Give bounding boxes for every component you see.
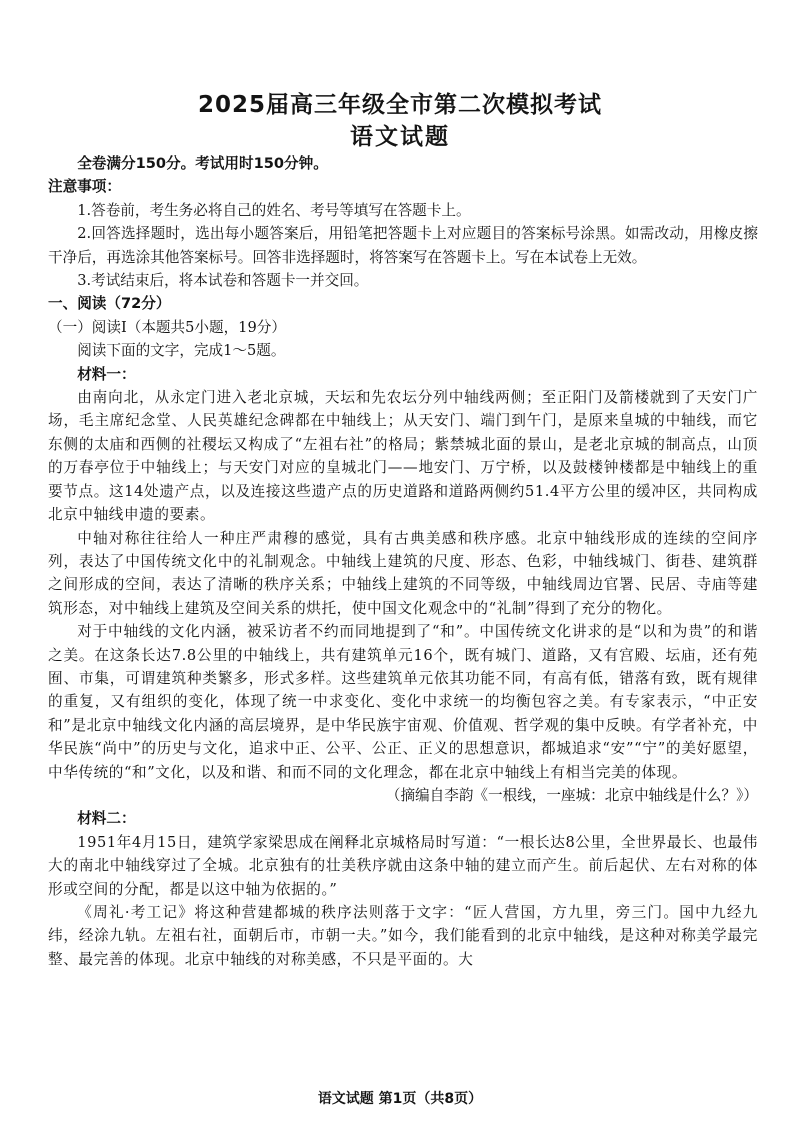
exam-content [48, 152, 758, 971]
notice-item: 2.回答选择题时，选出每小题答案后，用铅笔把答题卡上对应题目的答案标号涂黑。如需改动，用橡皮擦干净后，再选涂其他答案标号。回答非选择题时，将答案写在答题卡上。写在本试卷上无效。 [48, 225, 758, 266]
exam-info: 全卷满分150分。考试用时150分钟。 [77, 155, 328, 172]
material1-source: （摘编自李韵《一根线，一座城：北京中轴线是什么？》） [385, 786, 758, 804]
exam-title: 2025届高三年级全市第二次模拟考试 [197, 92, 602, 118]
notice-item: 1.答卷前，考生务必将自己的姓名、考号等填写在答题卡上。 [77, 201, 471, 219]
material2-paragraph: 1951年4月15日，建筑学家梁思成在阐释北京城格局时写道：“一根长达8公里，全世界最长、也最伟大的南北中轴线穿过了全城。北京独有的壮美秩序就由这条中轴的建立而产生。前后起伏、左右对称的体形或空间的分配，都是以这中轴为依据的。” [48, 833, 758, 898]
material1-paragraph: 由南向北，从永定门进入老北京城，天坛和先农坛分列中轴线两侧；至正阳门及箭楼就到了天安门广场，毛主席纪念堂、人民英雄纪念碑都在中轴线上；从天安门、端门到午门，是原来皇城的中轴线，而它东侧的太庙和西侧的社稷坛又构成了“左祖右社”的格局；紫禁城北面的景山，是老北京城的制高点，山顶的万春亭位于中轴线上；与天安门对应的皇城北门——地安门、万宁桥，以及鼓楼钟楼都是中轴线上的重要节点。这14处遗产点，以及连接这些遗产点的历史道路和道路两侧约51.4平方公里的缓冲区，共同构成北京中轴线申遗的要素。 [48, 389, 758, 524]
material1-paragraph: 中轴对称往往给人一种庄严肃穆的感觉，具有古典美感和秩序感。北京中轴线形成的连续的空间序列，表达了中国传统文化中的礼制观念。中轴线上建筑的尺度、形态、色彩，中轴线城门、街巷、建筑群之间形成的空间，表达了清晰的秩序关系；中轴线上建筑的不同等级，中轴线周边官署、民居、寺庙等建筑形态，对中轴线上建筑及空间关系的烘托，使中国文化观念中的“礼制”得到了充分的物化。 [48, 529, 758, 617]
section-heading: 一、阅读（72分） [48, 295, 171, 313]
notice-heading: 注意事项： [48, 178, 121, 196]
material1-paragraph: 对于中轴线的文化内涵，被采访者不约而同地提到了“和”。中国传统文化讲求的是“以和为贵”的和谐之美。在这条长达7.8公里的中轴线上，共有建筑单元16个，既有城门、道路，又有宫殿、坛庙，还有苑囿、市集，可谓建筑种类繁多，形式多样。这些建筑单元依其功能不同，有高有低，错落有致，既有规律的重复，又有组织的变化，体现了统一中求变化、变化中求统一的均衡包容之美。有专家表示，“中正安和”是北京中轴线文化内涵的高层境界，是中华民族宇宙观、价值观、哲学观的集中反映。有学者补充，中华民族“尚中”的历史与文化，追求中正、公平、公正、正义的思想意识，都城追求“安”“宁”的美好愿望，中华传统的“和”文化，以及和谐、和而不同的文化理念，都在北京中轴线上有相当完美的体现。 [48, 623, 758, 781]
notice-item: 3.考试结束后，将本试卷和答题卡一并交回。 [77, 272, 369, 290]
exam-subtitle: 语文试题 [350, 124, 450, 150]
page-footer: 语文试题 第1页（共8页） [317, 1091, 483, 1107]
section-subheading: （一）阅读Ⅰ（本题共5小题，19分） [48, 318, 286, 336]
material2-label: 材料二： [77, 810, 136, 828]
material1-label: 材料一： [77, 365, 136, 383]
section-instruction: 阅读下面的文字，完成1～5题。 [77, 342, 286, 360]
material2-paragraph: 《周礼·考工记》将这种营建都城的秩序法则落于文字：“匠人营国，方九里，旁三门。国中九经九纬，经涂九轨。左祖右社，面朝后市，市朝一夫。”如今，我们能看到的北京中轴线，是这种对称美学最完整、最完善的体现。北京中轴线的对称美感，不只是平面的。大 [48, 904, 758, 968]
